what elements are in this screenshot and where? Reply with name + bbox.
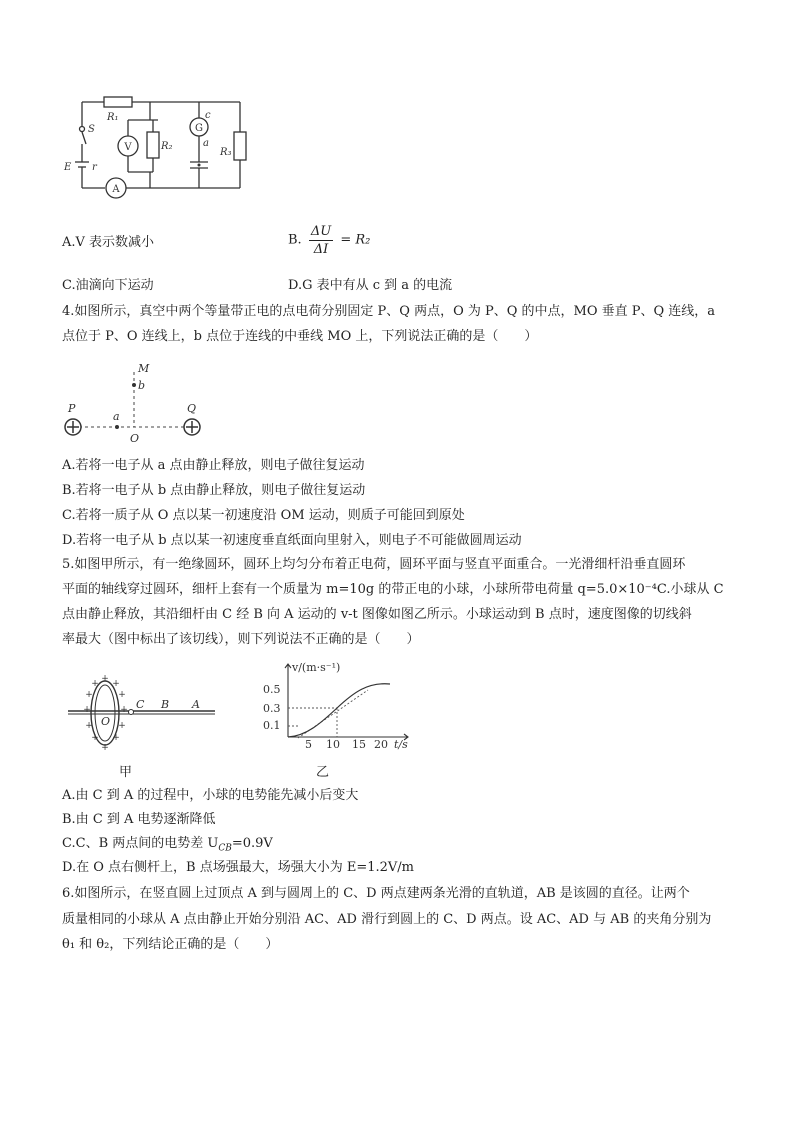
galvanometer-symbol: G xyxy=(195,123,203,134)
q5-option-c-tail: =0.9V xyxy=(231,836,273,851)
x-axis-label: t/s xyxy=(394,738,408,750)
q3-option-b-fraction xyxy=(309,223,333,258)
q4-option-c: C.若将一质子从 O 点以某一初速度沿 OM 运动，则质子可能回到原处 xyxy=(62,508,465,523)
x-tick-15: 15 xyxy=(352,738,366,750)
label-e: E xyxy=(64,162,72,173)
q4-option-a: A.若将一电子从 a 点由静止释放，则电子做往复运动 xyxy=(62,458,365,473)
circuit-diagram xyxy=(60,92,250,204)
label-r1: R₁ xyxy=(107,112,119,123)
q5-option-b: B.由 C 到 A 电势逐渐降低 xyxy=(62,812,216,827)
svg-text:+: + xyxy=(112,733,120,743)
q6-stem-line-2: 质量相同的小球从 A 点由静止开始分别沿 AC、AD 滑行到圆上的 C、D 两点。设 AC、AD 与 AB 的夹角分别为 xyxy=(62,912,712,927)
q3-option-a: A.V 表示数减小 xyxy=(62,235,155,250)
label-c: C xyxy=(136,698,145,711)
svg-text:+: + xyxy=(118,721,126,731)
fig-yi-caption: 乙 xyxy=(316,765,330,780)
q3-option-b-rhs: = R₂ xyxy=(340,232,371,248)
label-r: r xyxy=(92,162,97,173)
q5-stem-line-1: 5.如图甲所示，有一绝缘圆环，圆环上均匀分布着正电荷，圆环平面与竖直平面重合。一光滑细杆沿垂直圆环 xyxy=(62,557,686,572)
q5-option-a: A.由 C 到 A 的过程中，小球的电势能先减小后变大 xyxy=(62,788,359,803)
x-tick-5: 5 xyxy=(305,738,312,750)
q5-option-c-text: C.C、B 两点间的电势差 U xyxy=(62,836,219,851)
ring-rod-diagram xyxy=(60,672,220,754)
label-a: a xyxy=(113,410,120,423)
label-o: O xyxy=(130,432,140,445)
svg-text:+: + xyxy=(85,721,93,731)
label-s: S xyxy=(88,124,95,135)
charges-diagram xyxy=(60,358,210,446)
y-axis-label: v/(m·s⁻¹) xyxy=(292,661,341,674)
y-tick-0-5: 0.5 xyxy=(263,683,281,696)
q5-option-c-subscript: CB xyxy=(218,843,232,854)
svg-text:+: + xyxy=(120,705,128,715)
label-q: Q xyxy=(187,402,197,415)
svg-text:+: + xyxy=(83,705,91,715)
q5-stem-line-4: 率最大（图中标出了该切线），则下列说法不正确的是（ ） xyxy=(62,632,420,647)
label-a: A xyxy=(192,698,200,711)
fig-jia-caption: 甲 xyxy=(119,765,133,780)
vt-graph xyxy=(258,658,418,750)
label-b: b xyxy=(138,379,146,392)
q4-option-b: B.若将一电子从 b 点由静止释放，则电子做往复运动 xyxy=(62,483,366,498)
q6-stem-line-1: 6.如图所示，在竖直圆上过顶点 A 到与圆周上的 C、D 两点建两条光滑的直轨道，AB 是该圆的直径。让两个 xyxy=(62,886,690,901)
q5-stem-line-3: 点由静止释放，其沿细杆由 C 经 B 向 A 运动的 v-t 图像如图乙所示。小球运动到 B 点时，速度图像的切线斜 xyxy=(62,607,692,622)
q3-option-c: C.油滴向下运动 xyxy=(62,278,154,293)
svg-text:+: + xyxy=(112,679,120,689)
q3-option-b-prefix: B. xyxy=(288,232,302,248)
q3-option-b-numerator: ΔU xyxy=(310,224,332,239)
svg-text:+: + xyxy=(118,690,126,700)
q6-stem-line-3: θ₁ 和 θ₂，下列结论正确的是（ ） xyxy=(62,937,279,952)
svg-text:+: + xyxy=(85,690,93,700)
q4-option-d: D.若将一电子从 b 点以某一初速度垂直纸面向里射入，则电子不可能做圆周运动 xyxy=(62,533,522,548)
q4-stem-line-2: 点位于 P、O 连线上，b 点位于连线的中垂线 MO 上，下列说法正确的是（ ） xyxy=(62,329,538,344)
x-tick-10: 10 xyxy=(326,738,340,750)
label-a: a xyxy=(203,138,209,149)
q5-option-c xyxy=(62,834,273,859)
label-m: M xyxy=(138,362,150,375)
svg-text:+: + xyxy=(91,733,99,743)
q5-stem-line-2: 平面的轴线穿过圆环，细杆上套有一个质量为 m=10g 的带正电的小球，小球所带电荷量 q=5.0×10⁻⁴C.小球从 C xyxy=(62,582,724,597)
ammeter-symbol: A xyxy=(112,184,120,195)
label-p: P xyxy=(68,402,76,415)
y-tick-0-3: 0.3 xyxy=(263,702,281,715)
x-tick-20: 20 xyxy=(374,738,388,750)
y-tick-0-1: 0.1 xyxy=(263,719,281,732)
svg-text:+: + xyxy=(101,674,109,684)
label-c: c xyxy=(205,110,211,121)
q3-option-d: D.G 表中有从 c 到 a 的电流 xyxy=(288,278,453,293)
q4-stem-line-1: 4.如图所示，真空中两个等量带正电的点电荷分别固定 P、Q 两点，O 为 P、Q 的中点，MO 垂直 P、Q 连线，a xyxy=(62,304,716,319)
label-r3: R₃ xyxy=(220,147,232,158)
svg-text:+: + xyxy=(91,679,99,689)
q3-option-b-denominator: ΔI xyxy=(313,242,329,257)
label-o: O xyxy=(101,715,111,728)
label-r2: R₂ xyxy=(161,141,173,152)
q3-option-b xyxy=(288,223,370,263)
q5-option-d: D.在 O 点右侧杆上，B 点场强最大，场强大小为 E=1.2V/m xyxy=(62,860,414,875)
voltmeter-symbol: V xyxy=(124,142,132,153)
label-b: B xyxy=(161,698,170,711)
svg-text:+: + xyxy=(101,743,109,753)
